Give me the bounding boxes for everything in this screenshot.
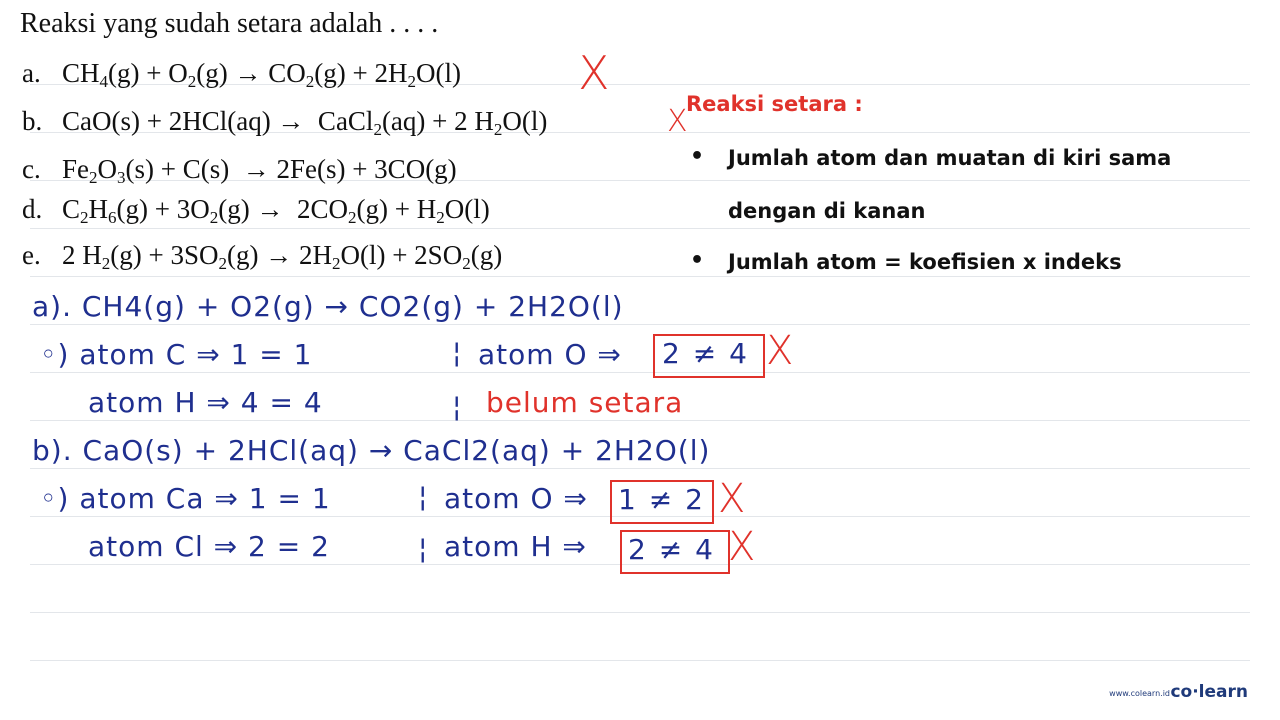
hw-a-atom-o: atom O ⇒ xyxy=(478,338,622,371)
cross-mark: X xyxy=(766,328,794,374)
ruled-line xyxy=(30,612,1250,613)
bullet-dot: • xyxy=(690,248,705,273)
option-letter: d. xyxy=(22,194,43,224)
hw-b-atom-ca: ◦) atom Ca ⇒ 1 = 1 xyxy=(40,482,331,515)
wrong-mark-a: X xyxy=(578,46,610,100)
info-bullet-1-cont xyxy=(728,199,925,223)
hw-separator: ¦ xyxy=(452,390,463,423)
cross-mark: X xyxy=(718,476,746,522)
option-c xyxy=(22,154,457,185)
info-bullet-2 xyxy=(690,248,1122,274)
option-equation: $C_2H_6(g) + 3O_2(g) \to 2CO_2(g) + H_2O(l)$ xyxy=(62,194,490,227)
ruled-line xyxy=(30,276,1250,277)
question-title: Reaksi yang sudah setara adalah . . . . xyxy=(20,8,439,39)
hw-a-atom-o-result: 2 ≠ 4 xyxy=(662,337,749,370)
hw-separator: ¦ xyxy=(418,532,429,565)
option-letter: a. xyxy=(22,58,41,88)
option-a xyxy=(22,58,461,89)
hw-b-atom-cl: atom Cl ⇒ 2 = 2 xyxy=(88,530,330,563)
hw-separator: ¦ xyxy=(418,480,429,513)
hw-b-atom-o-result: 1 ≠ 2 xyxy=(618,483,705,516)
wrong-mark-b: X xyxy=(667,104,688,139)
ruled-line xyxy=(30,324,1250,325)
hw-a-atom-c: ◦) atom C ⇒ 1 = 1 xyxy=(40,338,313,371)
option-b xyxy=(22,106,547,137)
cross-mark: X xyxy=(728,524,756,570)
hw-separator: ¦ xyxy=(452,336,463,369)
option-letter: c. xyxy=(22,154,41,184)
hw-a-equation: a). CH4(g) + O2(g) → CO2(g) + 2H2O(l) xyxy=(32,290,624,323)
info-bullet-text: Jumlah atom = koefisien x indeks xyxy=(728,250,1122,274)
colearn-logo: co·learn xyxy=(1170,682,1248,702)
ruled-line xyxy=(30,372,1250,373)
option-d xyxy=(22,194,490,225)
option-equation: $Fe_2O_3(s) + C(s) \to 2Fe(s) + 3CO(g)$ xyxy=(62,154,457,187)
brand-url: www.colearn.id xyxy=(1109,689,1170,698)
bullet-dot: • xyxy=(690,144,705,169)
info-bullet-text: Jumlah atom dan muatan di kiri sama xyxy=(728,146,1172,170)
ruled-line xyxy=(30,228,1250,229)
info-bullet-1 xyxy=(690,144,1172,170)
info-title: Reaksi setara : xyxy=(686,92,863,116)
hw-b-atom-o: atom O ⇒ xyxy=(444,482,588,515)
hw-a-atom-h: atom H ⇒ 4 = 4 xyxy=(88,386,323,419)
option-equation: CaO(s) + 2HCl(aq) → CaCl$_2$(aq) + 2 $H_2O(l)$ xyxy=(62,106,548,139)
option-equation: $CH_4(g) + O_2(g) \to CO_2(g) + 2H_2O(l)$ xyxy=(62,58,461,91)
hw-b-atom-h-result: 2 ≠ 4 xyxy=(628,533,715,566)
hw-a-conclusion: belum setara xyxy=(486,386,684,419)
hw-b-equation: b). CaO(s) + 2HCl(aq) → CaCl2(aq) + 2H2O(l) xyxy=(32,434,711,467)
hw-b-atom-h: atom H ⇒ xyxy=(444,530,587,563)
ruled-line xyxy=(30,468,1250,469)
option-e xyxy=(22,240,502,271)
option-equation: 2 $H_2(g) + 3SO_2(g) \to 2H_2O(l) + 2SO_2(g)$ xyxy=(62,240,503,273)
info-bullet-text: dengan di kanan xyxy=(728,199,926,223)
option-letter: e. xyxy=(22,240,41,270)
ruled-line xyxy=(30,420,1250,421)
ruled-line xyxy=(30,660,1250,661)
option-letter: b. xyxy=(22,106,43,136)
